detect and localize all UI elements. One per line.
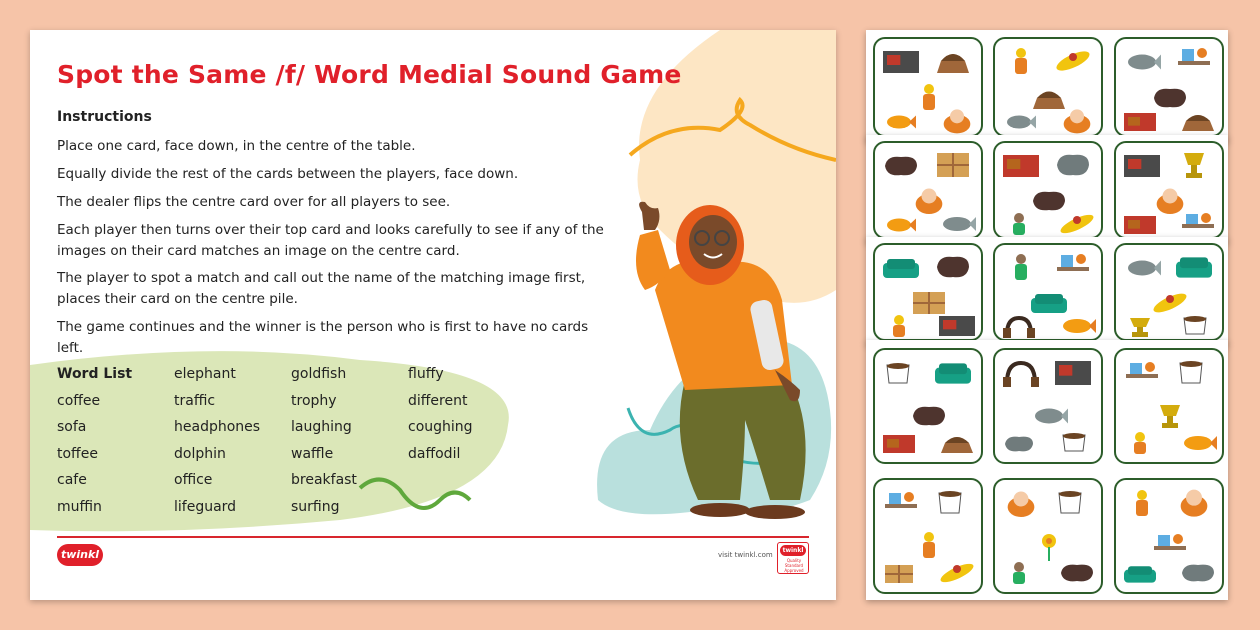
waffle-icon (881, 561, 917, 587)
word-item: headphones (174, 419, 261, 435)
lifeguard-icon (1122, 431, 1158, 457)
dolphin-icon (1122, 47, 1162, 77)
word-item: laughing (291, 419, 352, 435)
badge-text: Quality Standard Approved (784, 558, 804, 573)
office-icon (1122, 359, 1162, 389)
picture-card[interactable] (993, 478, 1103, 594)
card-sheet (866, 135, 1228, 243)
lifeguard-icon (1122, 489, 1162, 519)
dolphin-icon (1122, 253, 1162, 283)
fluffy-icon (1174, 487, 1214, 519)
dolphin-icon (1001, 109, 1037, 135)
word-item: goldfish (291, 366, 347, 382)
trophy-icon (1122, 314, 1158, 340)
lifeguard-icon (909, 531, 949, 561)
cafe-icon (1001, 151, 1041, 181)
lifeguard-icon (1001, 47, 1041, 77)
sofa-icon (881, 253, 921, 283)
waffle-icon (933, 149, 973, 181)
coffee-icon (1053, 487, 1093, 519)
goldfish-icon (1178, 429, 1218, 457)
word-list-heading: Word List (57, 366, 133, 382)
traffic-icon (937, 312, 977, 340)
toffee-icon (881, 151, 921, 181)
office-icon (1174, 45, 1214, 77)
coffee-icon (881, 359, 921, 389)
picture-card[interactable] (873, 478, 983, 594)
word-item: muffin (57, 498, 102, 515)
goldfish-icon (881, 212, 917, 238)
footer-divider (57, 536, 809, 538)
word-item: breakfast (291, 472, 357, 488)
card-sheet (866, 30, 1228, 142)
traffic-icon (1122, 151, 1162, 181)
coffee-icon (1174, 357, 1214, 389)
word-item: sofa (57, 419, 87, 435)
office-icon (1053, 251, 1093, 283)
instruction-step: The dealer flips the centre card over for all players to see. (57, 194, 451, 210)
word-item: dolphin (174, 445, 226, 462)
picture-card[interactable] (993, 243, 1103, 341)
word-item: lifeguard (174, 498, 237, 515)
surfing-icon (937, 559, 977, 587)
twinkl-logo: twinkl (57, 544, 103, 566)
laughing-icon (1001, 253, 1041, 283)
traffic-icon (881, 47, 921, 77)
instructions-heading: Instructions (57, 109, 152, 125)
sofa-icon (933, 357, 973, 389)
office-icon (1178, 210, 1218, 238)
fluffy-icon (1057, 107, 1097, 135)
headphones-icon (1001, 359, 1041, 389)
word-item: toffee (57, 445, 98, 462)
cafe-icon (881, 431, 917, 457)
toffee-icon (1057, 559, 1097, 587)
picture-card[interactable] (1114, 478, 1224, 594)
cafe-icon (1122, 109, 1158, 135)
word-item: cafe (57, 472, 87, 488)
quality-badge (777, 542, 809, 574)
card-sheet (866, 340, 1228, 600)
word-item: traffic (174, 392, 216, 409)
coffee-icon (1057, 429, 1097, 457)
muffin-icon (1178, 107, 1218, 135)
coffee-icon (933, 487, 973, 519)
word-item: waffle (291, 445, 334, 462)
word-item: different (408, 392, 468, 409)
word-item: fluffy (408, 366, 444, 382)
instruction-step: The game continues and the winner is the person who is first to have no cards left. (57, 319, 589, 356)
word-item: surfing (291, 498, 340, 515)
word-item: coffee (57, 392, 101, 409)
word-item: office (174, 472, 213, 488)
instruction-step: The player to spot a match and call out the name of the matching image first, places their card on the centre pile. (57, 270, 586, 307)
fluffy-icon (1001, 489, 1041, 519)
laughing-icon (1001, 212, 1037, 238)
picture-card[interactable] (873, 141, 983, 239)
goldfish-icon (881, 109, 917, 135)
word-item: daffodil (408, 445, 461, 462)
laughing-icon (1001, 561, 1037, 587)
picture-card[interactable] (1114, 243, 1224, 341)
word-item: trophy (291, 392, 337, 409)
sofa-icon (1122, 561, 1158, 587)
sofa-icon (1174, 251, 1214, 283)
dolphin-icon (1029, 401, 1069, 431)
coffee-icon (1178, 312, 1218, 340)
trophy-icon (1174, 149, 1214, 181)
picture-card[interactable] (993, 141, 1103, 239)
picture-card[interactable] (873, 37, 983, 137)
daffodil-icon (1029, 531, 1069, 561)
picture-card[interactable] (873, 243, 983, 341)
goldfish-icon (1057, 312, 1097, 340)
trophy-icon (1150, 401, 1190, 431)
picture-card[interactable] (993, 348, 1103, 464)
office-icon (881, 489, 921, 519)
office-icon (1150, 531, 1190, 561)
picture-card[interactable] (873, 348, 983, 464)
instruction-step: Each player then turns over their top card and looks carefully to see if any of the images on their card matches an image on the centre card. (57, 222, 604, 259)
surfing-icon (1057, 210, 1097, 238)
word-item: elephant (174, 366, 236, 382)
cafe-icon (1122, 212, 1158, 238)
dolphin-icon (937, 210, 977, 238)
elephant-icon (1178, 559, 1218, 587)
picture-card[interactable] (1114, 37, 1224, 137)
surfing-icon (1053, 45, 1093, 77)
word-item: coughing (408, 419, 473, 435)
page-title: Spot the Same /f/ Word Medial Sound Game (57, 60, 682, 89)
visit-link[interactable]: visit twinkl.com (718, 551, 773, 559)
instruction-step: Equally divide the rest of the cards between the players, face down. (57, 166, 519, 182)
toffee-icon (933, 251, 973, 283)
picture-card[interactable] (1114, 348, 1224, 464)
muffin-icon (933, 45, 973, 77)
traffic-icon (1053, 357, 1093, 389)
badge-logo: twinkl (780, 545, 806, 556)
muffin-icon (937, 429, 977, 457)
instruction-sheet (30, 30, 836, 600)
lifeguard-icon (881, 314, 917, 340)
picture-card[interactable] (1114, 141, 1224, 239)
toffee-icon (909, 401, 949, 431)
picture-card[interactable] (993, 37, 1103, 137)
headphones-icon (1001, 314, 1037, 340)
card-sheet (866, 237, 1228, 345)
fluffy-icon (937, 107, 977, 135)
elephant-icon (1053, 149, 1093, 181)
instruction-step: Place one card, face down, in the centre of the table. (57, 138, 416, 154)
elephant-icon (1001, 431, 1037, 457)
